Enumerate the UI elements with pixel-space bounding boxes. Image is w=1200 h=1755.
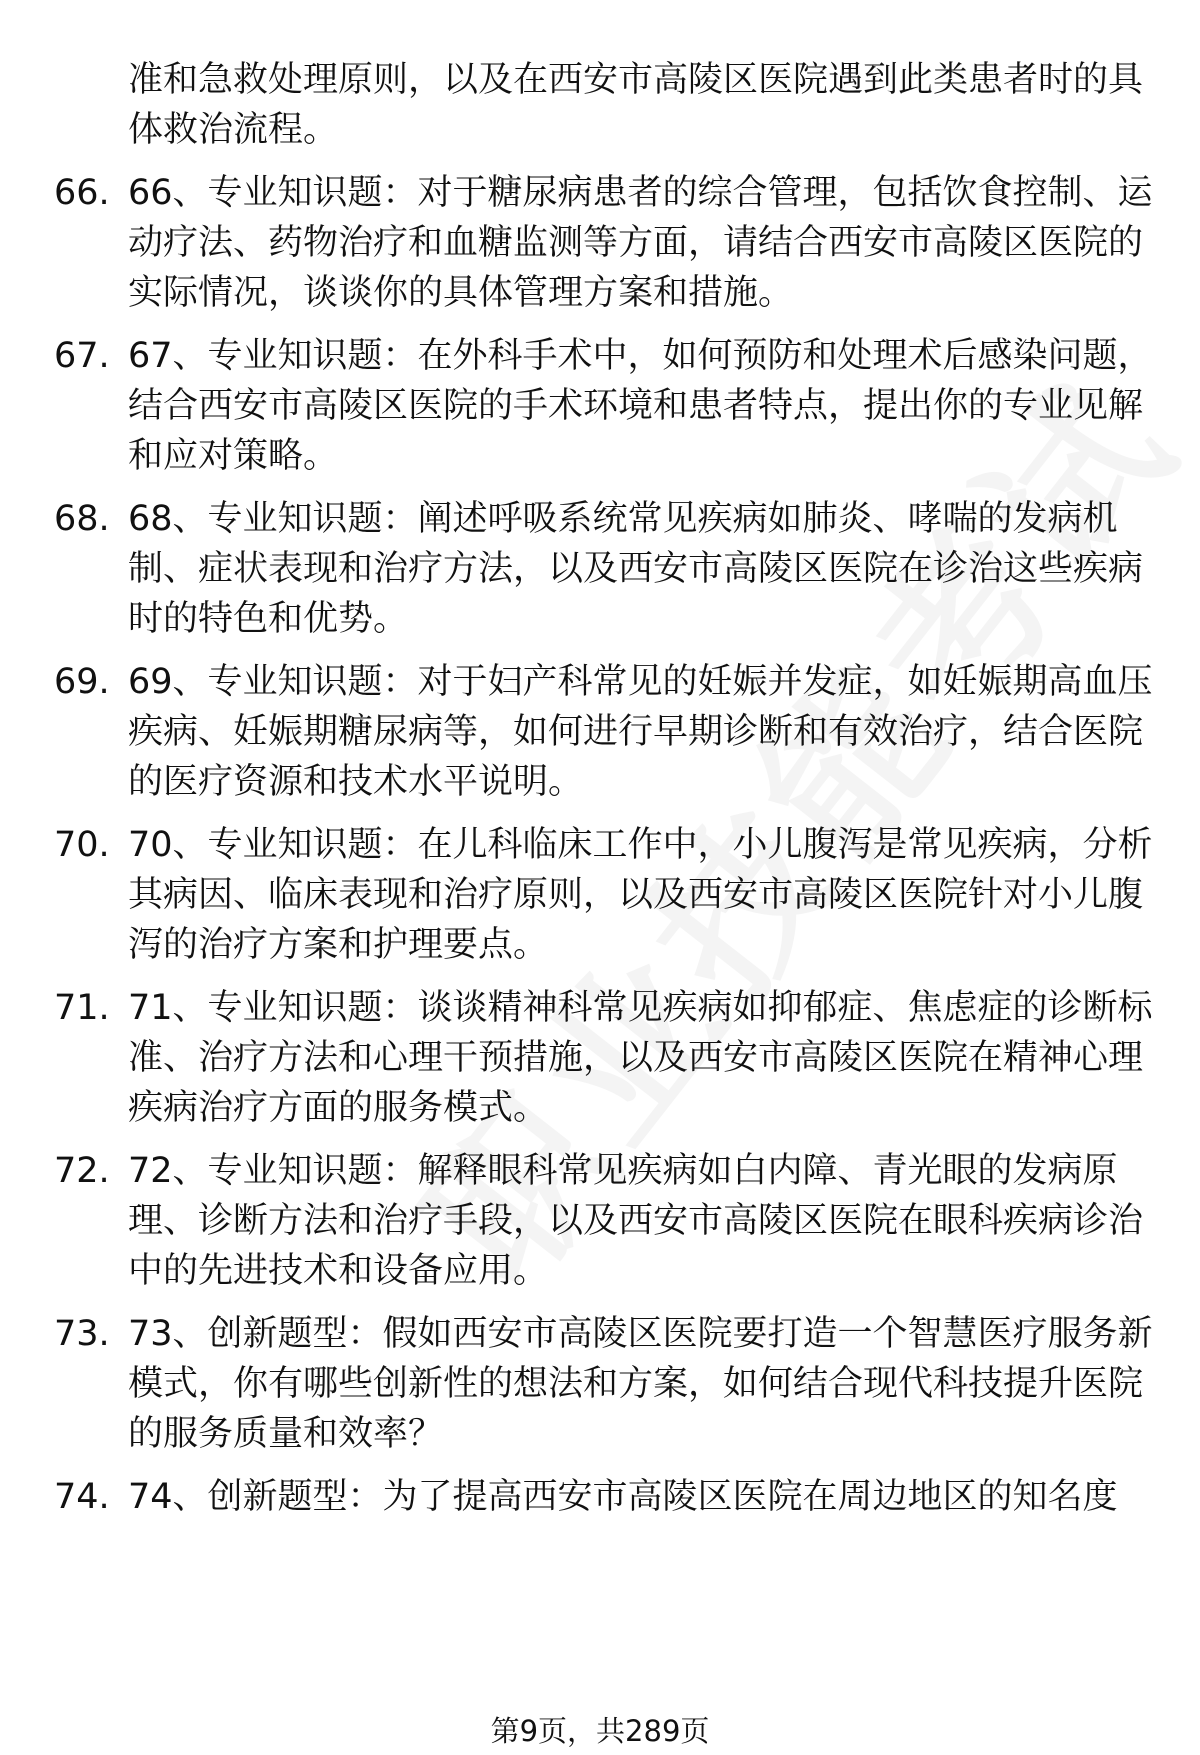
question-text: 67、专业知识题：在外科手术中，如何预防和处理术后感染问题，结合西安市高陵区医院的手术环境和患者特点，提出你的专业见解和应对策略。: [128, 336, 1153, 476]
item-number: 67.: [54, 336, 110, 376]
question-text: 71、专业知识题：谈谈精神科常见疾病如抑郁症、焦虑症的诊断标准、治疗方法和心理干预措施，以及西安市高陵区医院在精神心理疾病治疗方面的服务模式。: [128, 988, 1153, 1128]
question-text: 66、专业知识题：对于糖尿病患者的综合管理，包括饮食控制、运动疗法、药物治疗和血糖监测等方面，请结合西安市高陵区医院的实际情况，谈谈你的具体管理方案和措施。: [128, 173, 1153, 313]
item-number: 68.: [54, 499, 110, 539]
item-number: 74.: [54, 1477, 110, 1517]
question-text: 70、专业知识题：在儿科临床工作中，小儿腹泻是常见疾病，分析其病因、临床表现和治疗原则，以及西安市高陵区医院针对小儿腹泻的治疗方案和护理要点。: [128, 825, 1153, 965]
question-text: 73、创新题型：假如西安市高陵区医院要打造一个智慧医疗服务新模式，你有哪些创新性的想法和方案，如何结合现代科技提升医院的服务质量和效率？: [128, 1314, 1153, 1454]
continuation-text: 准和急救处理原则，以及在西安市高陵区医院遇到此类患者时的具体救治流程。: [128, 60, 1144, 150]
item-number: 73.: [54, 1314, 110, 1354]
page-footer: 第9页，共289页: [490, 1714, 710, 1748]
question-text: 74、创新题型：为了提高西安市高陵区医院在周边地区的知名度: [128, 1477, 1118, 1517]
item-number: 70.: [54, 825, 110, 865]
item-number: 72.: [54, 1151, 110, 1191]
question-text: 68、专业知识题：阐述呼吸系统常见疾病如肺炎、哮喘的发病机制、症状表现和治疗方法，以及西安市高陵区医院在诊治这些疾病时的特色和优势。: [128, 499, 1144, 639]
question-text: 72、专业知识题：解释眼科常见疾病如白内障、青光眼的发病原理、诊断方法和治疗手段，以及西安市高陵区医院在眼科疾病诊治中的先进技术和设备应用。: [128, 1151, 1144, 1291]
item-number: 71.: [54, 988, 110, 1028]
question-text: 69、专业知识题：对于妇产科常见的妊娠并发症，如妊娠期高血压疾病、妊娠期糖尿病等，如何进行早期诊断和有效治疗，结合医院的医疗资源和技术水平说明。: [128, 662, 1153, 802]
item-number: 66.: [54, 173, 110, 213]
item-number: 69.: [54, 662, 110, 702]
